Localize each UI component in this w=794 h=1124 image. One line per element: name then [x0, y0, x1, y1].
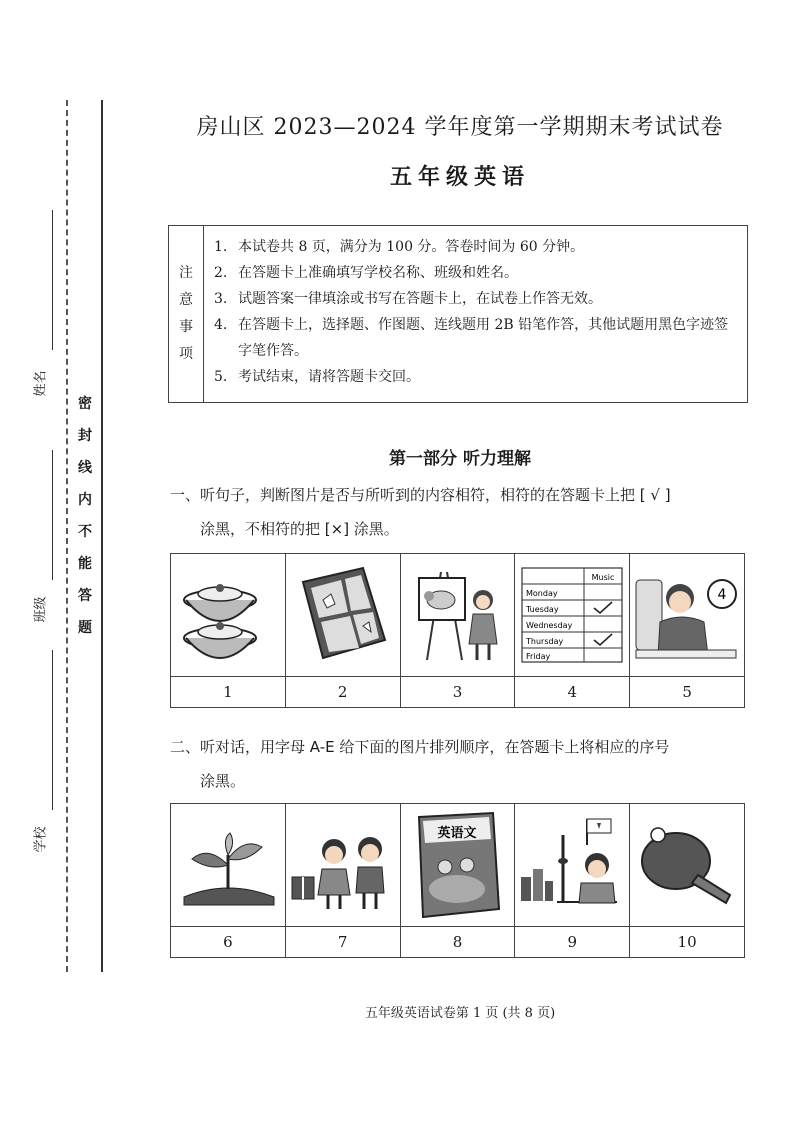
girl-painting-icon [407, 560, 507, 670]
seal-char: 答 [78, 588, 92, 604]
question-one-instructions [170, 478, 760, 546]
seal-char: 密 [78, 396, 92, 412]
ping-pong-paddle-icon [632, 815, 742, 915]
notice-item [214, 260, 737, 286]
notice-item-text: 考试结束，请将答题卡交回。 [238, 369, 420, 385]
english-book-icon [409, 809, 505, 921]
cut-dashed-line [66, 100, 68, 972]
picture-number: 9 [515, 927, 630, 958]
seal-char: 不 [78, 524, 92, 540]
question-two-line2: 涂黑。 [200, 772, 246, 790]
question-one-picture-table [170, 553, 745, 708]
seal-char: 题 [78, 620, 92, 636]
exam-title: 房山区 2023—2024 学年度第一学期期末考试试卷 [196, 115, 724, 140]
name-field-line[interactable] [52, 210, 53, 350]
seal-notice [74, 388, 96, 644]
schedule-day: Friday [526, 652, 551, 661]
children-gift-icon [288, 815, 398, 915]
schedule-day: Monday [526, 589, 558, 598]
picture-cell [630, 804, 745, 927]
notice-item-number: 3. [214, 291, 228, 307]
seal-char: 线 [78, 460, 92, 476]
picture-number: 10 [630, 927, 745, 958]
class-field-line[interactable] [52, 450, 53, 580]
part-one-title: 第一部分 听力理解 [389, 449, 531, 469]
notice-item-text: 本试卷共 8 页，满分为 100 分。答卷时间为 60 分钟。 [238, 239, 585, 255]
book-title: 英语文 [437, 826, 477, 841]
exam-subtitle: 五年级英语 [389, 164, 530, 190]
schedule-day: Tuesday [526, 605, 559, 614]
picture-cell [630, 554, 745, 677]
question-two-instructions [170, 730, 760, 798]
notice-label-char: 意 [179, 292, 193, 308]
notice-box [168, 225, 748, 403]
picture-cell [400, 804, 515, 927]
seal-char: 能 [78, 556, 92, 572]
picture-cell [171, 554, 286, 677]
notice-label [169, 226, 204, 402]
picture-number: 1 [171, 677, 286, 708]
picture-number: 7 [285, 927, 400, 958]
seal-solid-line [101, 100, 103, 972]
notice-item [214, 286, 737, 312]
picture-cell [285, 804, 400, 927]
picture-cell [515, 804, 630, 927]
picture-number: 5 [630, 677, 745, 708]
question-one-line1: 一、听句子，判断图片是否与所听到的内容相符，相符的在答题卡上把 [ √ ] [170, 486, 671, 504]
picture-number: 2 [285, 677, 400, 708]
page-footer: 五年级英语试卷第 1 页 (共 8 页) [364, 1006, 556, 1021]
notice-item [214, 364, 737, 390]
notice-item-number: 4. [214, 317, 228, 333]
school-field-line[interactable] [52, 650, 53, 810]
question-two-picture-table [170, 803, 745, 958]
picture-number: 8 [400, 927, 515, 958]
schedule-header: Music [591, 573, 615, 582]
boy-waking-clock-icon [632, 560, 742, 670]
notice-item-text: 在答题卡上，选择题、作图题、连线题用 2B 铅笔作答，其他试题用黑色字迹签字笔作答。 [238, 317, 729, 359]
notice-label-char: 事 [179, 319, 193, 335]
notice-label-char: 项 [179, 346, 193, 362]
class-field-label: 班级 [33, 596, 49, 623]
notice-item-text: 在答题卡上准确填写学校名称、班级和姓名。 [238, 265, 518, 281]
picture-cell [171, 804, 286, 927]
picture-cell [515, 554, 630, 677]
schedule-day: Wednesday [526, 621, 573, 630]
seal-char: 内 [78, 492, 92, 508]
seal-char: 封 [78, 428, 92, 444]
city-flag-boy-icon [517, 815, 627, 915]
picture-cell [285, 554, 400, 677]
notice-item-number: 5. [214, 369, 228, 385]
notice-label-char: 注 [179, 265, 193, 281]
notice-item [214, 312, 737, 364]
question-two-line1: 二、听对话，用字母 A-E 给下面的图片排列顺序，在答题卡上将相应的序号 [170, 738, 670, 756]
picture-cell [400, 554, 515, 677]
picture-number: 6 [171, 927, 286, 958]
notice-item [214, 234, 737, 260]
name-field-label: 姓名 [33, 370, 49, 397]
music-schedule-icon [518, 562, 626, 668]
notice-item-text: 试题答案一律填涂或书写在答题卡上，在试卷上作答无效。 [238, 291, 602, 307]
picture-number: 3 [400, 677, 515, 708]
picture-number: 4 [515, 677, 630, 708]
bowls-icon [178, 560, 278, 670]
notice-items [204, 226, 747, 402]
question-one-line2: 涂黑，不相符的把 [×] 涂黑。 [200, 520, 399, 538]
notice-item-number: 1. [214, 239, 228, 255]
broken-window-icon [293, 560, 393, 670]
svg-text:4: 4 [717, 587, 727, 603]
school-field-label: 学校 [33, 826, 49, 853]
plant-sprout-icon [178, 815, 278, 915]
schedule-day: Thursday [526, 637, 564, 646]
notice-item-number: 2. [214, 265, 228, 281]
